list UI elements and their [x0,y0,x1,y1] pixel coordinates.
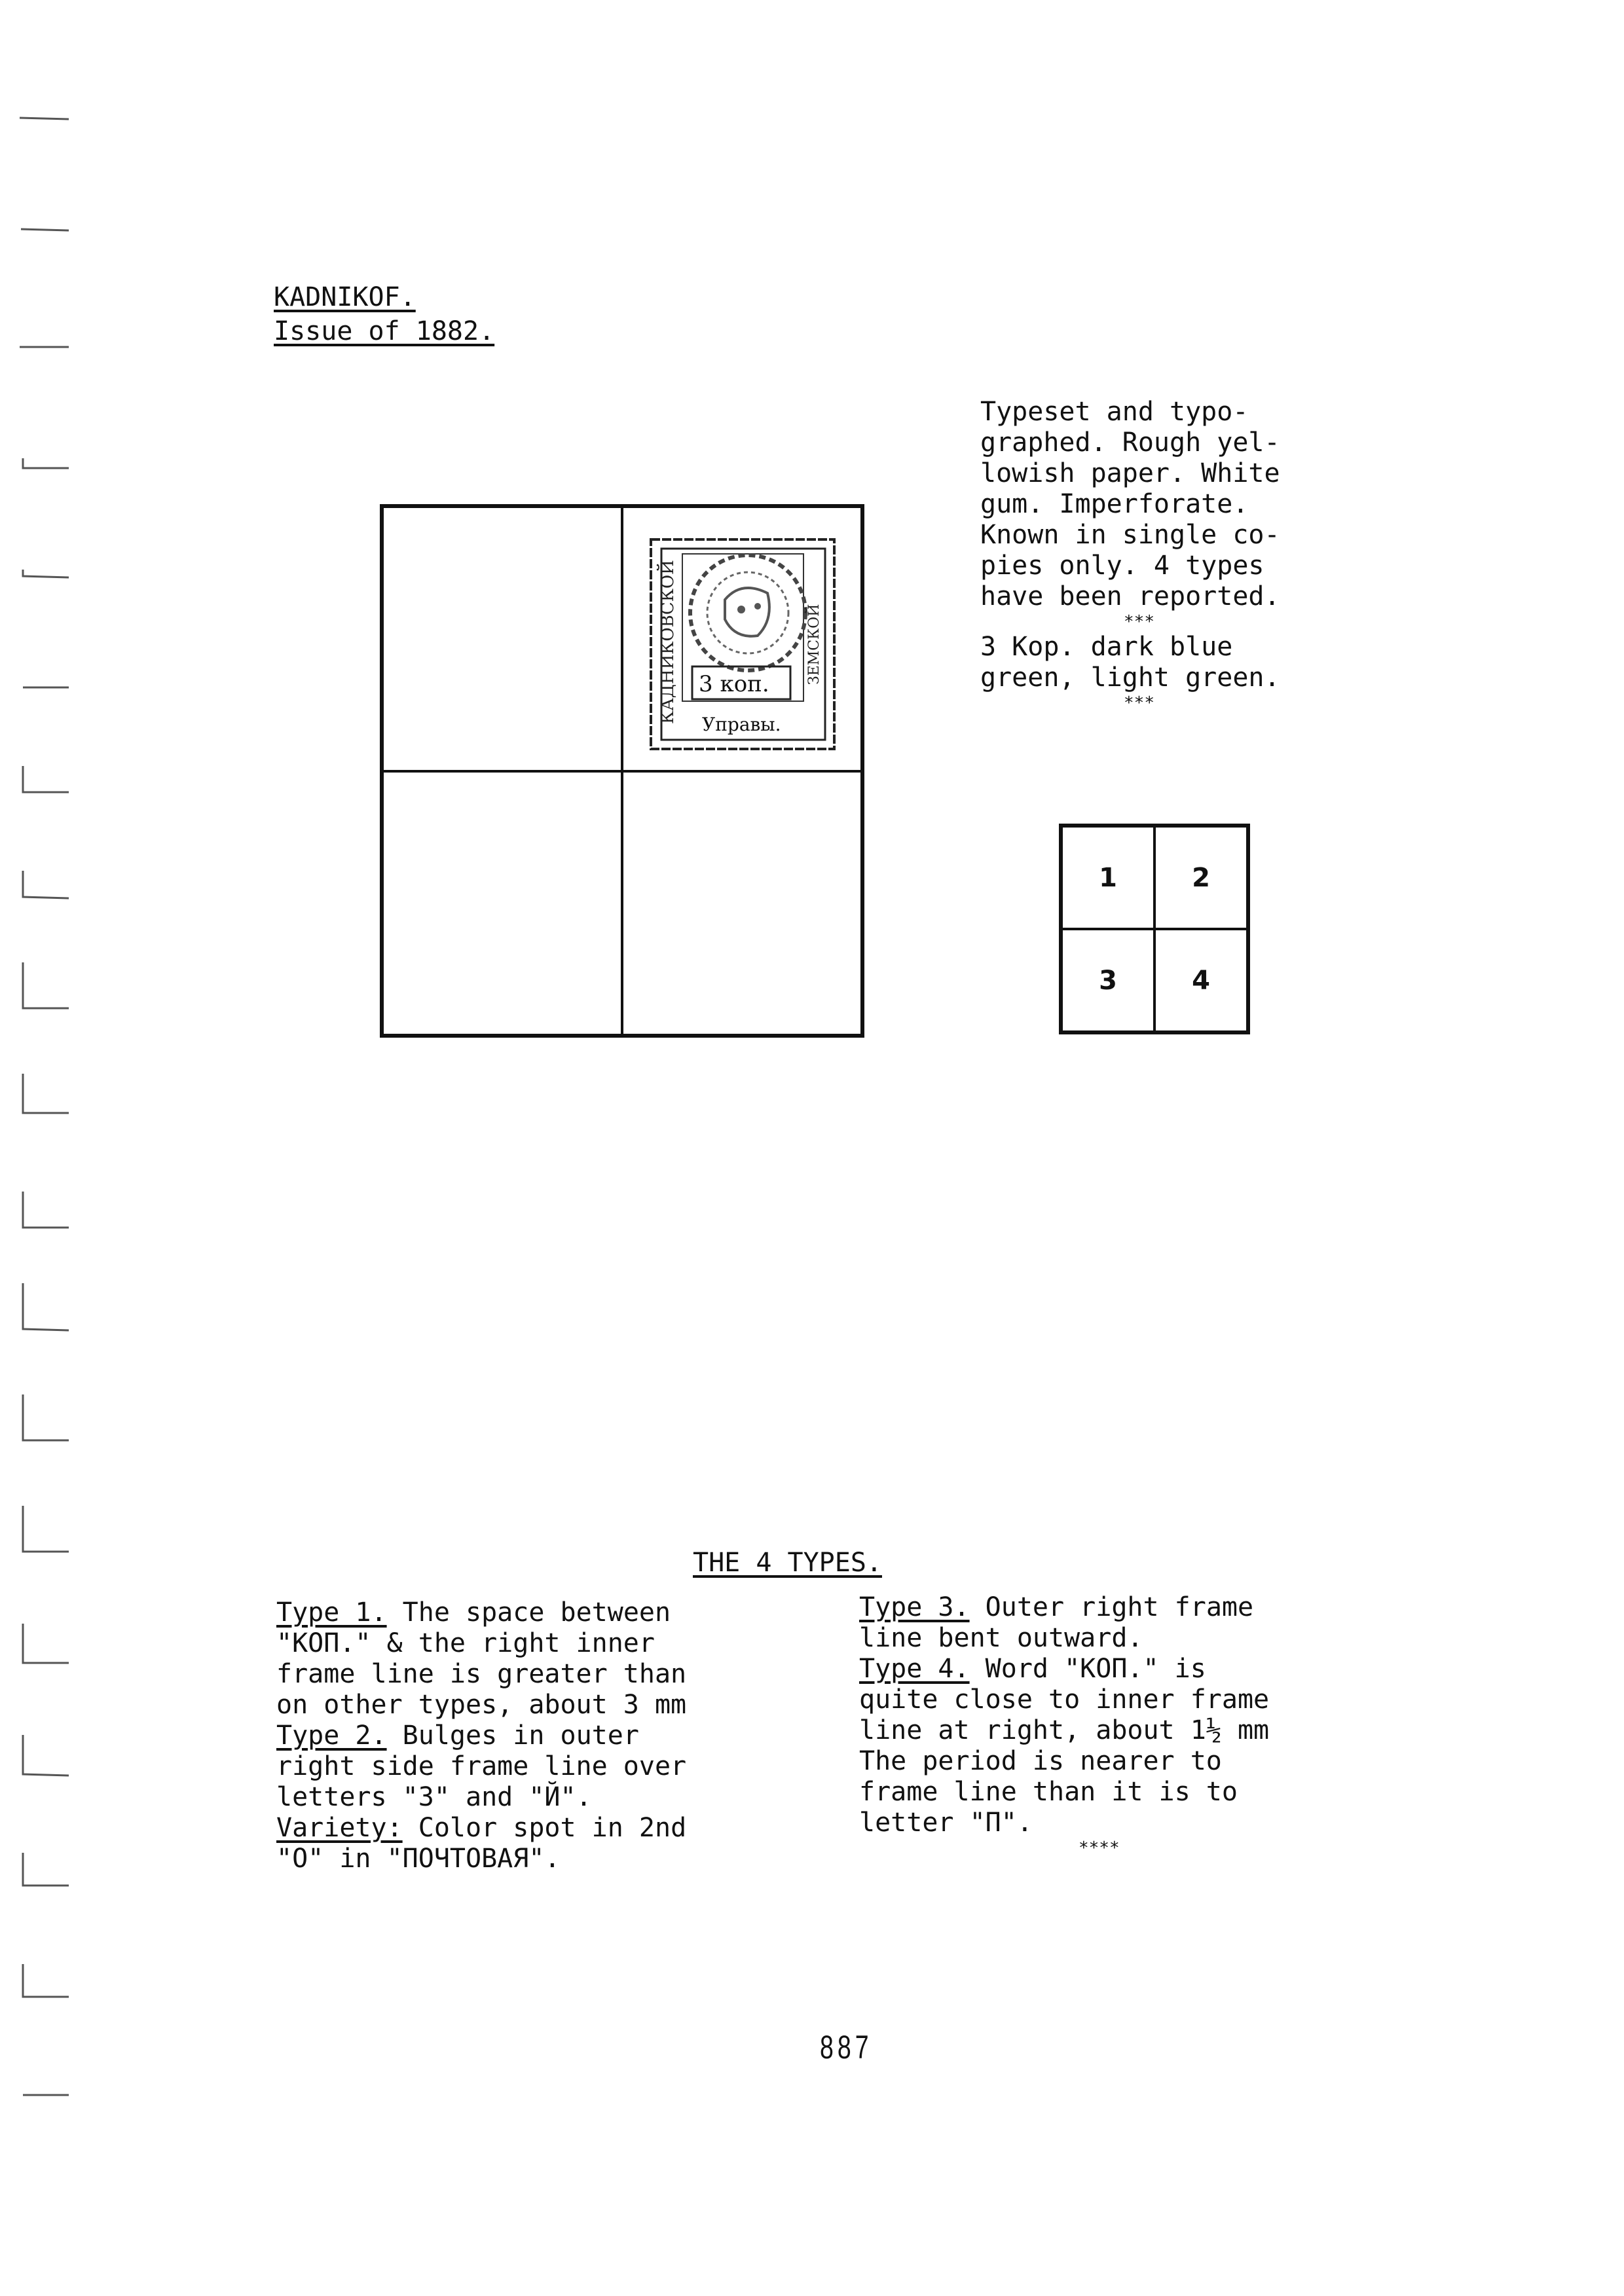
binder-marks [0,0,79,2296]
variety-label: Variety: [276,1813,403,1843]
type4-row-1: Type 4. Word "КОП." is [859,1654,1206,1684]
variety-row-2: "O" in "ПОЧТОВАЯ". [276,1844,561,1874]
header-title: KADNIKOF. [274,282,416,312]
type-position-3: 3 [1061,929,1154,1032]
type1-row-1: Type 1. The space between [276,1597,671,1628]
value-line-2: green, light green. [980,663,1280,693]
type4-row-2: quite close to inner frame [859,1685,1270,1715]
desc-line-4: gum. Imperforate. [980,489,1249,519]
type2-row-1: Type 2. Bulges in outer [276,1721,639,1751]
type4-label: Type 4. [859,1654,970,1684]
grid-cell-1 [382,507,622,771]
type4-row-4: The period is nearer to [859,1746,1222,1776]
desc-line-5: Known in single co- [980,520,1280,550]
type4-row-3: line at right, about 1½ mm [859,1715,1270,1745]
desc-line-2: graphed. Rough yel- [980,428,1280,458]
type2-label: Type 2. [276,1721,387,1751]
type4-row-6: letter "П". [859,1808,1033,1838]
stamp-image [643,528,840,754]
type-position-1: 1 [1061,826,1154,929]
type1-label: Type 1. [276,1597,387,1628]
type1-row-4: on other types, about 3 mm [276,1690,687,1720]
types-separator: **** [1079,1838,1120,1858]
type4-row-5: frame line than it is to [859,1777,1238,1807]
desc-separator: *** [1124,612,1154,632]
value-line-1: 3 Kop. dark blue [980,632,1233,662]
type3-label: Type 3. [859,1592,970,1622]
types-section-title: THE 4 TYPES. [693,1548,882,1578]
types-left-column [276,1597,749,1874]
stamp-side-left-text: КАДНИКОВСКОЙ [658,560,678,724]
page-header [274,280,494,348]
stamp-value-text: 3 коп. [699,671,769,697]
type1-row-3: frame line is greater than [276,1659,687,1689]
type-position-2: 2 [1154,826,1247,929]
variety-row-1: Variety: Color spot in 2nd [276,1813,687,1843]
grid-cell-3 [382,771,622,1036]
type3-row-2: line bent outward. [859,1623,1143,1653]
desc-line-6: pies only. 4 types [980,551,1264,581]
type3-row-1: Type 3. Outer right frame [859,1592,1254,1622]
grid-cell-2 [622,507,862,771]
desc-line-3: lowish paper. White [980,458,1280,488]
stamp-block-grid [380,504,864,1038]
type-position-grid [1059,824,1250,1034]
desc-line-1: Typeset and typo- [980,397,1249,427]
grid-cell-4 [622,771,862,1036]
type1-row-2: "КОП." & the right inner [276,1628,655,1658]
type2-row-2: right side frame line over [276,1751,687,1781]
type2-row-3: letters "3" and "Й". [276,1782,592,1812]
type-position-4: 4 [1154,929,1247,1032]
page-number: 887 [820,2029,873,2066]
types-right-column [859,1592,1329,1858]
issue-description [980,397,1324,713]
header-subtitle: Issue of 1882. [274,316,495,346]
desc-line-7: have been reported. [980,581,1280,611]
value-separator: *** [1124,693,1154,713]
stamp-side-right-text: ЗЕМСКОЙ [806,604,822,685]
stamp-bottom-text: Управы. [702,714,781,735]
